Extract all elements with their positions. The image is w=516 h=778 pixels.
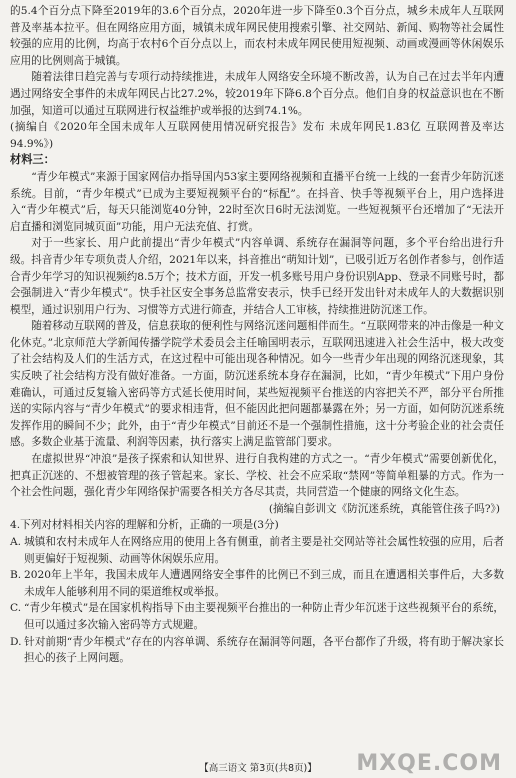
option-a xyxy=(10,534,504,567)
source-material-two: (摘编自《2020年全国未成年人互联网使用情况研究报告》发布 未成年网民1.83亿 互联网普及率达94.9%》) xyxy=(10,121,504,150)
top-section xyxy=(10,3,504,152)
paragraph-youth-mode: “青少年模式”来源于国家网信办指导国内53家主要网络视频和直播平台统一上线的一套青少年防沉迷系统。目前，“青少年模式”已成为主要短视频平台的“标配”。在抖音、快手等视频平台上，用户选择进入“青少年模式”后，每天只能浏览40分钟，22时至次日6时无法浏览。一些短视频平台还增加了“无法开启直播和浏览同城页面”功能，用户无法充值、打赏。 xyxy=(10,170,504,233)
option-b xyxy=(10,567,504,600)
paragraph-upgrade: 对于一些家长、用户此前提出“青少年模式”内容单调、系统存在漏洞等问题，多个平台给出进行升级。抖音青少年专项负责人介绍，2021年以来，抖音推出“萌知计划”，已吸引近万名创作者参与，创作适合青少年学习的知识视频约8.5万个；技术方面，开发一机多账号用户身份识别App、登录不同账号时，都会强制进入“青少年模式”。快手社区安全事务总监常安表示，快手已经开发出针对未成年人的大数据识别模型，通过识别用户行为、习惯等方式进行筛查，并结合人工审核，持续推进防沉迷工作。 xyxy=(10,237,504,316)
paragraph-intro: 的5.4个百分点下降至2019年的3.6个百分点，2020年进一步下降至0.3个百分点，城乡未成年人互联网普及率基本拉平。但在网络应用方面，城镇未成年网民使用搜索引擎、社交网站、新闻、购物等社会属性较强的应用的比例，均高于农村6个百分点以上，而农村未成年网民使用短视频、动画或漫画等休闲娱乐应用的比例则高于城镇。 xyxy=(10,5,504,67)
material-three-heading: 材料三： xyxy=(10,153,55,167)
paragraph-addiction: 随着移动互联网的普及，信息获取的便利性与网络沉迷问题相伴而生。“互联网带来的冲击像是一种文化休克。”北京师范大学新闻传播学院学术委员会主任喻国明表示，互联网迅速进入社会生活中，极大改变了社会结构及人们的生活方式，在这过程中可能出现各种情况。如今一些青少年出现的网络沉迷现象，其实反映了社会结构方没有做好准备。一方面，防沉迷系统本身存在漏洞，比如，“青少年模式”下用户身份难确认，可通过反复输入密码等方式延长使用时间，某些短视频平台推送的内容把关不严，部分平台所推送的实际内容与“青少年模式”的要求相违背，但不能因此把问题都暴露在外；另一方面，如何防沉迷系统发挥作用的瞬间不少；此外，由于“青少年模式”目前还不是一个强制性措施，这十分考验企业的社会责任感。多数企业基于流量、利润等因素，执行落实上满足监管部门要求。 xyxy=(10,320,504,449)
option-letter: B. xyxy=(10,569,22,582)
option-text: 针对前期“青少年模式”存在的内容单调、系统存在漏洞等问题，各平台都作了升级，将有助于解决家长担心的孩子上网问题。 xyxy=(24,635,504,665)
paragraph-virtual-world: 在虚拟世界“冲浪”是孩子探索和认知世界、进行自我构建的方式之一。“青少年模式”需要创新优化，把真正沉迷的、不想被管理的孩子管起来。家长、学校、社会不应采取“禁网”等简单粗暴的方式。作为一个社会性问题，强化青少年网络保护需要各相关方各尽其责，共同营造一个健康的网络文化生态。 xyxy=(10,453,504,499)
material-three-body xyxy=(10,169,504,501)
watermark-logo: MXQE.COM xyxy=(356,751,502,776)
option-letter: C. xyxy=(10,602,22,615)
option-c xyxy=(10,600,504,633)
source-material-three: (摘编自彭训文《防沉迷系统，真能管住孩子吗?》) xyxy=(268,502,500,515)
page-footer: 【高三语文 第3页(共8页)】 xyxy=(199,763,317,774)
option-letter: D. xyxy=(10,635,22,648)
question-stem: 4.下列对材料相关内容的理解和分析，正确的一项是(3分) xyxy=(10,519,279,532)
option-text: 城镇和农村未成年人在网络应用的使用上各有侧重，前者主要是社交网站等社会属性较强的应用，后者则更偏好于短视频、动画等休闲娱乐应用。 xyxy=(24,536,504,565)
question-4 xyxy=(10,517,504,666)
option-d xyxy=(10,634,504,667)
paragraph-safety: 随着法律日趋完善与专项行动持续推进，未成年人网络安全环境不断改善，认为自己在过去半年内遭遇过网络安全事件的未成年网民占比27.2%，较2019年下降6.8个百分点。他们自身的权益意识也在不断加强，知道可以通过互联网进行权益维护或举报的达到74.1%。 xyxy=(10,71,504,117)
option-text: “青少年模式”是在国家机构指导下由主要视频平台推出的一种防止青少年沉迷于这些视频平台的系统，但可以通过多次输入密码等方式规避。 xyxy=(24,602,504,631)
option-text: 2020年上半年，我国未成年人遭遇网络安全事件的比例已不到三成，而且在遭遇相关事件后，大多数未成年人能够利用不同的渠道维权或举报。 xyxy=(24,569,504,598)
option-letter: A. xyxy=(10,536,22,548)
